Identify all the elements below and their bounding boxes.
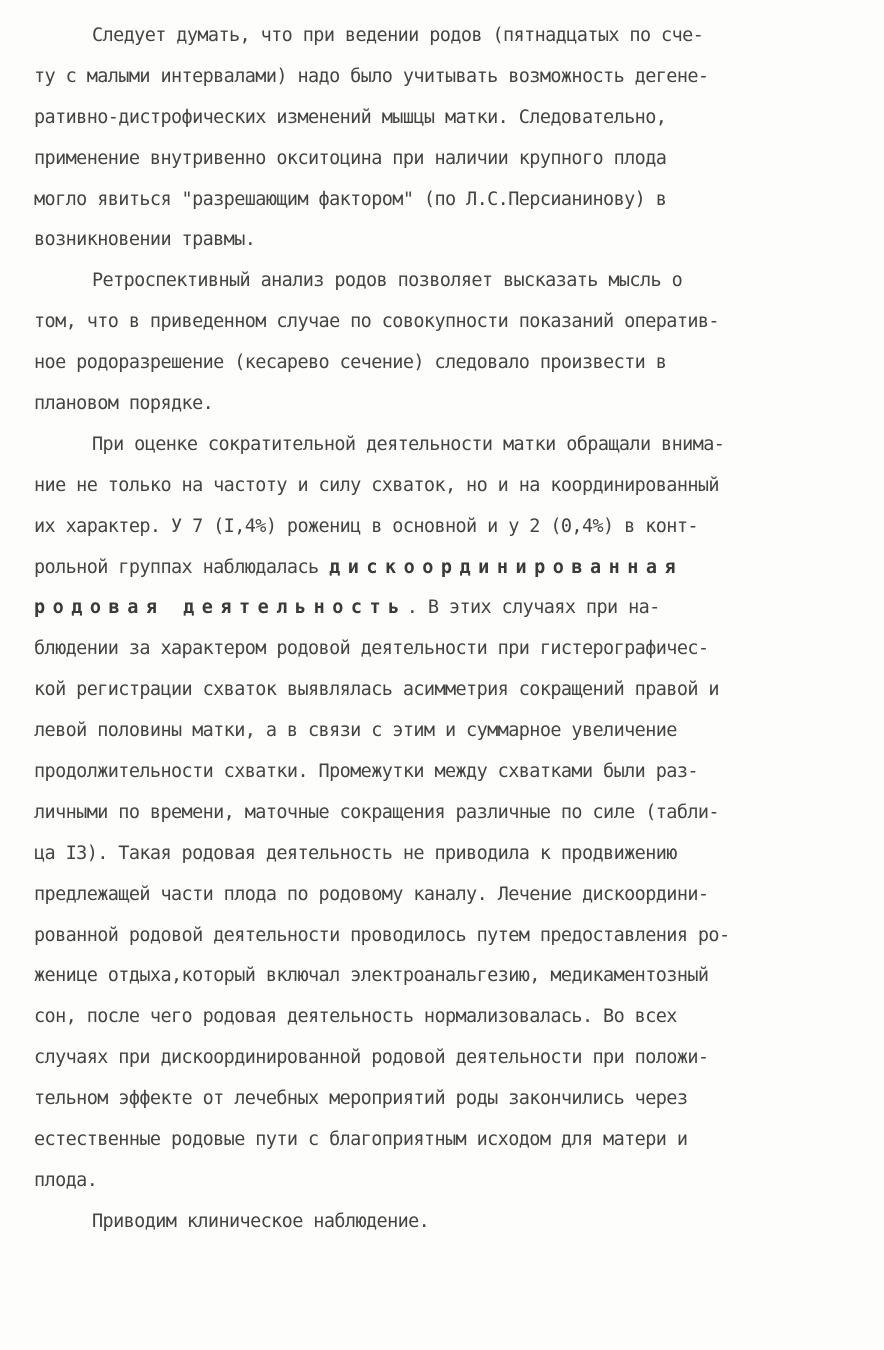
text-line: возникновении травмы. bbox=[34, 229, 256, 251]
text-line bbox=[34, 588, 874, 629]
text-line: Следует думать, что при ведении родов (пятнадцатых по сче- bbox=[92, 25, 704, 46]
text-segment: . В этих случаях при на- bbox=[406, 597, 660, 619]
text-line: рованной родовой деятельности проводилось путем предоставления ро- bbox=[34, 924, 730, 946]
text-segment: рольной группах наблюдалась bbox=[34, 556, 330, 578]
text-line: При оценке сократительной деятельности матки обращали внима- bbox=[92, 433, 725, 455]
text-line: могло явиться "разрешающим фактором" (по Л.С.Персианинову) в bbox=[34, 188, 667, 210]
text-line: естественные родовые пути с благоприятным исходом для матери и bbox=[34, 1129, 688, 1151]
text-line: личными по времени, маточные сокращения различные по силе (табли- bbox=[34, 801, 719, 823]
text-line: их характер. У 7 (I,4%) рожениц в основной и у 2 (0,4%) в конт- bbox=[34, 515, 698, 537]
text-line: Приводим клиническое наблюдение. bbox=[92, 1210, 430, 1232]
text-line: женице отдыха,который включал электроанальгезию, медикаментозный bbox=[34, 965, 709, 987]
text-line: блюдении за характером родовой деятельности при гистерографичес- bbox=[34, 638, 709, 660]
text-line: случаях при дискоординированной родовой деятельности при положи- bbox=[34, 1047, 709, 1069]
text-line: ца I3). Такая родовая деятельность не приводила к продвижению bbox=[34, 842, 677, 864]
emphasized-term: родовая деятельность bbox=[34, 597, 407, 619]
document-text bbox=[34, 16, 874, 1243]
text-line bbox=[34, 548, 874, 589]
text-line: ние не только на частоту и силу схваток, но и на координированный bbox=[34, 474, 719, 496]
text-line: предлежащей части плода по родовому каналу. Лечение дискоордини- bbox=[34, 883, 709, 905]
text-line: сон, после чего родовая деятельность нормализовалась. Во всех bbox=[34, 1006, 677, 1028]
text-line: ративно-дистрофических изменений мышцы матки. Следовательно, bbox=[34, 106, 667, 128]
text-line: применение внутривенно окситоцина при наличии крупного плода bbox=[34, 147, 667, 169]
text-line: кой регистрации схваток выявлялась асимметрия сокращений правой и bbox=[34, 679, 719, 701]
text-line: продолжительности схватки. Промежутки между схватками были раз- bbox=[34, 761, 698, 783]
text-line: левой половины матки, а в связи с этим и суммарное увеличение bbox=[34, 720, 677, 742]
text-line: ное родоразрешение (кесарево сечение) следовало произвести в bbox=[34, 352, 667, 374]
text-line: плода. bbox=[34, 1169, 98, 1191]
text-line: плановом порядке. bbox=[34, 393, 214, 415]
text-line: тельном эффекте от лечебных мероприятий роды закончились через bbox=[34, 1088, 688, 1110]
text-line: ту с малыми интервалами) надо было учитывать возможность дегене- bbox=[34, 65, 709, 87]
emphasized-term: дискоординированная bbox=[329, 556, 684, 578]
text-line: Ретроспективный анализ родов позволяет высказать мысль о bbox=[92, 270, 683, 292]
text-line: том, что в приведенном случае по совокупности показаний оператив- bbox=[34, 311, 719, 333]
